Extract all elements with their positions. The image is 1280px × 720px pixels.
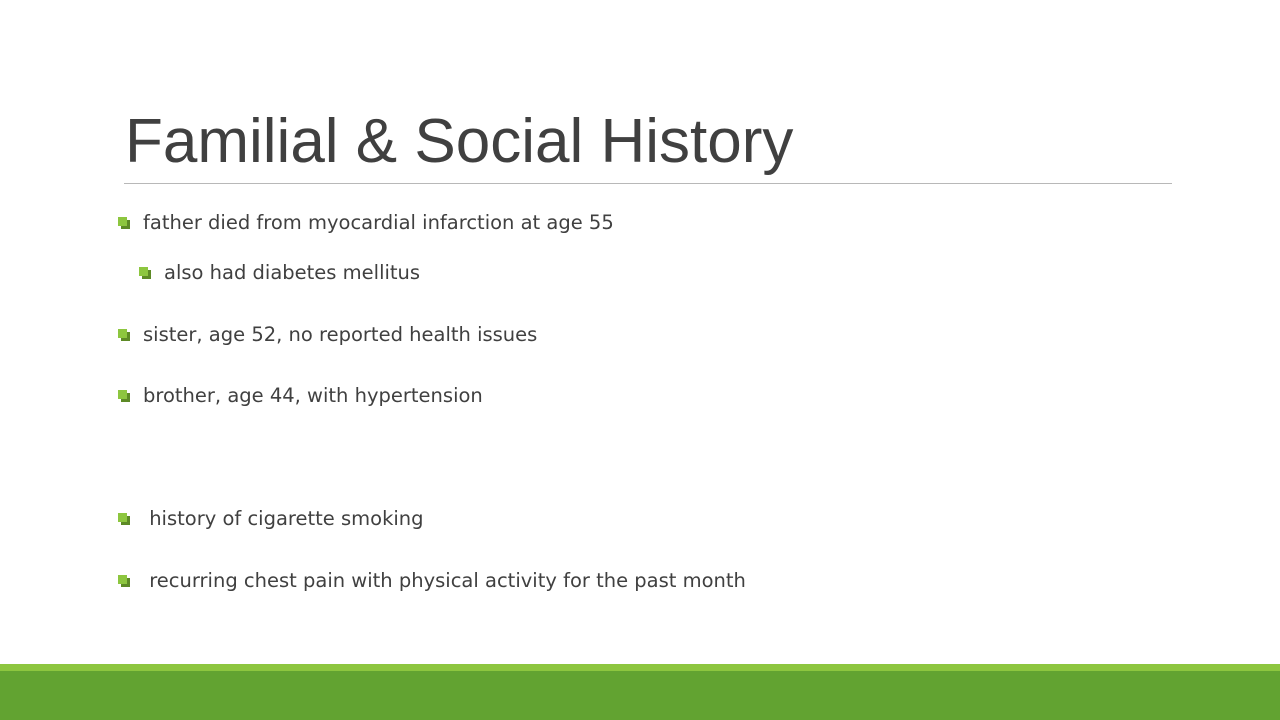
- square-bullet-icon: [118, 329, 130, 341]
- bullet-item-diabetes: [139, 260, 420, 286]
- bullet-item-chest-pain: [118, 568, 746, 594]
- square-bullet-icon: [118, 575, 130, 587]
- square-bullet-icon: [118, 390, 130, 402]
- square-bullet-icon: [118, 217, 130, 229]
- footer-bar: [0, 671, 1280, 720]
- slide-title: Familial & Social History: [125, 107, 794, 176]
- bullet-text: father died from myocardial infarction at age 55: [143, 211, 614, 234]
- title-divider: [124, 183, 1172, 184]
- bullet-item-smoking: [118, 506, 424, 532]
- bullet-item-father: [118, 210, 614, 236]
- bullet-text: also had diabetes mellitus: [164, 261, 421, 284]
- square-bullet-icon: [118, 513, 130, 525]
- bullet-text: recurring chest pain with physical activity for the past month: [143, 569, 746, 592]
- bullet-text: brother, age 44, with hypertension: [143, 384, 483, 407]
- bullet-text: history of cigarette smoking: [143, 507, 424, 530]
- bullet-text: sister, age 52, no reported health issues: [143, 323, 538, 346]
- bullet-item-sister: [118, 322, 537, 348]
- footer-accent-bar: [0, 664, 1280, 671]
- square-bullet-icon: [139, 267, 151, 279]
- bullet-item-brother: [118, 383, 483, 409]
